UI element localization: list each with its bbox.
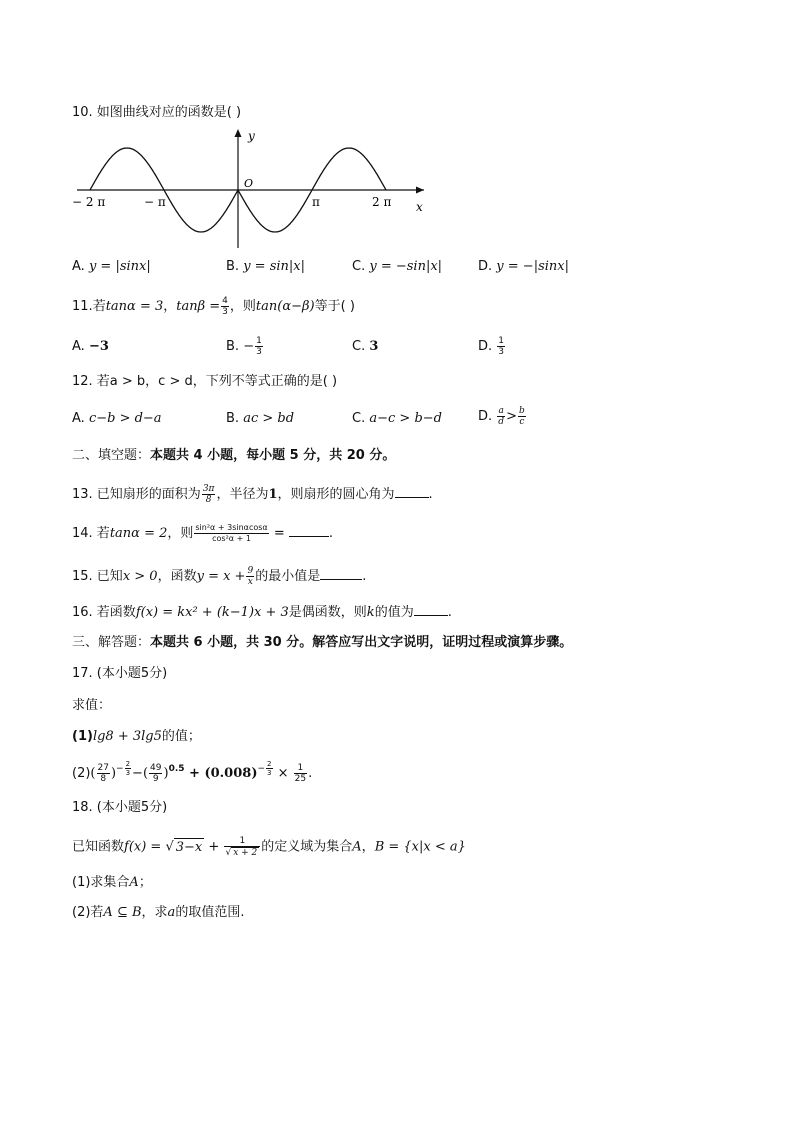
q15-text-2: ，函数 — [157, 569, 197, 584]
q17-exponent-2-3-b — [266, 760, 272, 777]
option-expr: ac > bd — [243, 411, 295, 426]
q14-expression: tanα = 2 — [109, 526, 168, 541]
fraction-numerator: 27 — [97, 763, 109, 773]
fraction-numerator: 3π — [202, 484, 215, 494]
q17-part-1 — [72, 728, 201, 746]
q11-option-d[interactable] — [478, 336, 506, 357]
q11-text-2: ，则 — [229, 299, 256, 314]
q17-prompt: 求值： — [72, 698, 112, 713]
q12-option-c[interactable] — [352, 410, 442, 428]
exponent-0-5: 0.5 — [168, 764, 185, 774]
times-sign: × — [273, 766, 293, 781]
q15-text-1: 15. 已知 — [72, 569, 123, 584]
q17-frac-27-8 — [97, 763, 110, 784]
q11-text-3: 等于( ) — [314, 299, 355, 314]
q10-option-a[interactable] — [72, 258, 151, 276]
option-value: − — [243, 339, 255, 354]
q15-function: y = x + — [196, 569, 246, 584]
minus-sign: − — [132, 766, 143, 781]
q18-p1-text: (1)求集合 — [72, 875, 130, 890]
fraction-numerator: 1 — [498, 336, 505, 346]
q15-answer-blank[interactable] — [320, 567, 362, 580]
q18-p2-mid: ，求 — [141, 905, 168, 920]
tick-label-2pi: 2 π — [372, 195, 392, 209]
x-axis-label: x — [416, 200, 423, 214]
fraction-denominator: 3 — [222, 307, 228, 317]
q18-text — [72, 836, 466, 858]
q15-text — [72, 566, 366, 587]
tick-label-pi: π — [312, 195, 320, 209]
option-letter: B. — [226, 339, 240, 354]
q14-text — [72, 523, 333, 544]
q13-text-2: ，半径为 — [216, 487, 269, 502]
section-3-heading — [72, 634, 572, 652]
section-2-heading — [72, 447, 395, 465]
origin-label: O — [244, 177, 254, 190]
section-prefix: 三、解答题： — [72, 635, 151, 650]
option-letter: C. — [352, 339, 366, 354]
q16-answer-blank[interactable] — [414, 603, 448, 616]
q18-radicand-2: x + 2 — [233, 848, 258, 858]
q18-p2-a: a — [167, 905, 176, 920]
q18-set-b: B = {x|x < a} — [374, 839, 466, 855]
fraction-numerator: 1 — [224, 836, 260, 847]
tick-label-neg-2pi: − 2 π — [72, 195, 106, 209]
q13-text — [72, 484, 433, 505]
q18-text-1: 已知函数 — [72, 839, 125, 855]
q18-p1-end: ； — [138, 875, 152, 890]
q15-condition: x > 0 — [122, 569, 158, 584]
sine-graph — [72, 124, 432, 250]
sqrt-icon: √ — [165, 839, 174, 855]
option-fraction — [497, 336, 505, 357]
fraction-numerator: 1 — [294, 763, 307, 774]
fraction-denominator: cos²α + 1 — [212, 534, 251, 543]
plus-sign: + — [204, 839, 224, 855]
q14-equals: = — [269, 526, 289, 541]
x-axis-arrow-icon — [416, 187, 424, 194]
option-letter: A. — [72, 259, 85, 274]
q12-option-a[interactable] — [72, 410, 162, 428]
q17-end: . — [308, 766, 313, 781]
tick-label-neg-pi: − π — [144, 195, 166, 209]
fraction-denominator: 3 — [125, 769, 131, 777]
q17-frac-1-25 — [294, 763, 307, 784]
option-letter: B. — [226, 259, 240, 274]
q18-p2-expression: A ⊆ B — [103, 905, 142, 920]
q14-fraction — [194, 523, 268, 544]
y-axis-label: y — [248, 129, 255, 143]
option-fraction-1 — [497, 406, 505, 427]
part-label: (1) — [72, 729, 93, 744]
option-expr: c−b > d−a — [88, 411, 162, 426]
greater-than: > — [506, 409, 517, 424]
option-letter: D. — [478, 339, 493, 354]
q16-end: . — [447, 605, 452, 620]
sqrt-icon: √ — [225, 848, 232, 858]
fraction-numerator: 2 — [267, 760, 272, 768]
q18-text-3: ， — [361, 839, 375, 855]
q11-expression: tan(α−β) — [255, 299, 315, 314]
q11-number: 11. — [72, 299, 93, 314]
fraction-denominator: c — [519, 417, 525, 427]
q16-text — [72, 603, 452, 622]
section-body: 本题共 6 小题，共 30 分。解答应写出文字说明，证明过程或演算步骤。 — [150, 635, 573, 650]
q17-header: 17. (本小题5分) — [72, 666, 168, 681]
fraction-numerator: 2 — [125, 760, 131, 768]
q13-text-3: ，则扇形的圆心角为 — [277, 487, 395, 502]
q18-header: 18. (本小题5分) — [72, 800, 168, 815]
q17-p1-expression: lg8 + 3lg5 — [92, 729, 162, 744]
q11-text-1: 若 — [92, 299, 106, 314]
fraction-denominator — [224, 847, 260, 858]
q11-fraction — [221, 296, 229, 317]
fraction-denominator: x — [247, 577, 253, 587]
q12-option-b[interactable] — [226, 410, 294, 428]
q11-text — [72, 296, 355, 317]
option-expr: y = −sin|x| — [369, 259, 443, 274]
fraction-denominator: d — [498, 417, 505, 427]
option-fraction — [255, 336, 263, 357]
y-axis-arrow-icon — [235, 129, 242, 137]
exponent-sign: − — [257, 764, 266, 774]
part-label: (2) — [72, 766, 91, 781]
section-prefix: 二、填空题： — [72, 448, 151, 463]
fraction-numerator: sin²α + 3sinαcosα — [195, 523, 268, 532]
option-letter: A. — [72, 411, 85, 426]
fraction-denominator: 25 — [294, 774, 307, 784]
q18-part-1 — [72, 874, 152, 892]
q12-text: 12. 若a > b，c > d，下列不等式正确的是( ) — [72, 374, 338, 389]
option-letter: D. — [478, 409, 493, 424]
option-letter: A. — [72, 339, 85, 354]
q11-option-a[interactable] — [72, 338, 109, 356]
q12-option-d[interactable] — [478, 406, 527, 427]
q17-frac-49-9 — [149, 763, 162, 784]
q16-expression: f(x) = kx² + (k−1)x + 3 — [135, 605, 289, 620]
option-value: 3 — [369, 339, 379, 354]
fraction-denominator: 3 — [267, 769, 272, 777]
q16-text-3: 的值为 — [374, 605, 414, 620]
option-expr: y = sin|x| — [243, 259, 305, 274]
q18-part-2 — [72, 904, 244, 922]
q11-tan-beta: tanβ = — [176, 299, 221, 314]
q14-answer-blank[interactable] — [289, 524, 329, 537]
fraction-numerator: 1 — [256, 336, 262, 346]
q16-text-2: 是偶函数，则 — [288, 605, 367, 620]
q10-option-d[interactable] — [478, 258, 569, 276]
q18-text-2: 的定义域为集合 — [261, 839, 353, 855]
q15-end: . — [362, 569, 367, 584]
q13-text-1: 13. 已知扇形的面积为 — [72, 487, 201, 502]
q13-answer-blank[interactable] — [395, 485, 429, 498]
q14-end: . — [328, 526, 333, 541]
option-letter: C. — [352, 411, 366, 426]
fraction-numerator: 4 — [222, 296, 228, 306]
option-letter: B. — [226, 411, 240, 426]
q11-tan-alpha: tanα = 3 — [105, 299, 164, 314]
fraction-numerator: a — [498, 406, 504, 416]
q13-end: . — [428, 487, 433, 502]
q17-plus-term: + (0.008) — [184, 766, 258, 781]
q18-p2-text: (2)若 — [72, 905, 104, 920]
fraction-numerator: b — [518, 406, 525, 416]
fraction-denominator: 8 — [100, 774, 107, 784]
q18-radicand-1: 3−x — [175, 839, 203, 855]
q10-title: 10. 如图曲线对应的函数是( ) — [72, 105, 242, 120]
q11-option-b[interactable] — [226, 336, 264, 357]
fraction-denominator: 9 — [152, 774, 159, 784]
fraction-denominator: 3 — [498, 347, 505, 357]
q15-fraction — [246, 566, 254, 587]
option-expr: y = |sinx| — [88, 259, 151, 274]
q18-p2-end: 的取值范围. — [175, 905, 245, 920]
q16-k: k — [366, 605, 375, 620]
q18-p1-set: A — [129, 875, 139, 890]
q17-p1-tail: 的值； — [161, 729, 201, 744]
fraction-numerator: 49 — [150, 763, 162, 773]
option-expr: a−c > b−d — [369, 411, 442, 426]
q18-function: f(x) = — [124, 839, 166, 855]
option-letter: D. — [478, 259, 493, 274]
q15-text-3: 的最小值是 — [255, 569, 321, 584]
q17-part-2: (2)( $\frac{27}{8}$ )$^{- \frac{2}{3}}$ −( $\frac{49}{9}$ )$^{0.5} + (0.008)^{- \frac{2}{3}}$ × $\frac{1}{25}$ . — [72, 760, 313, 784]
q11-comma: ， — [163, 299, 177, 314]
q13-fraction — [202, 484, 216, 505]
fraction-denominator: 3 — [256, 347, 262, 357]
q14-text-2: ，则 — [167, 526, 194, 541]
q10-option-c[interactable] — [352, 258, 442, 276]
q10-option-b[interactable] — [226, 258, 305, 276]
q13-radius: 1 — [268, 487, 278, 502]
option-fraction-2 — [518, 406, 526, 427]
q18-fraction — [224, 836, 260, 858]
q16-text-1: 16. 若函数 — [72, 605, 136, 620]
fraction-denominator: 8 — [205, 495, 212, 505]
q18-set-a: A — [352, 839, 362, 855]
q17-exponent-2-3 — [125, 760, 131, 777]
option-letter: C. — [352, 259, 366, 274]
fraction-numerator: 9 — [247, 566, 254, 576]
q11-option-c[interactable] — [352, 338, 378, 356]
option-expr: y = −|sinx| — [496, 259, 569, 274]
exponent-sign: − — [116, 764, 124, 774]
option-value: −3 — [88, 339, 109, 354]
section-body: 本题共 4 小题，每小题 5 分，共 20 分。 — [150, 448, 396, 463]
q14-text-1: 14. 若 — [72, 526, 110, 541]
